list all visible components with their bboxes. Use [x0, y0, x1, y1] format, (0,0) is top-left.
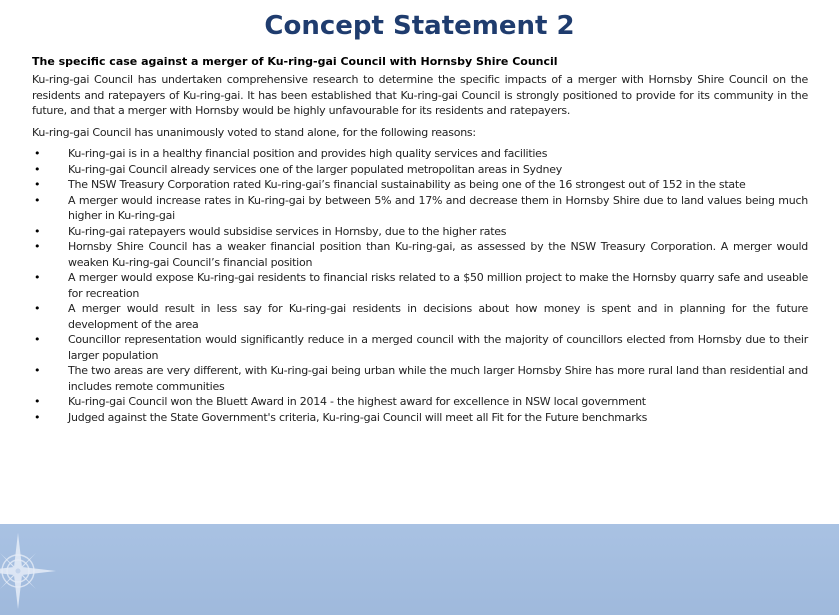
list-item-text: Hornsby Shire Council has a weaker financial position than Ku-ring-gai, as assessed by the NSW Treasury Corporation. A merger would weaken Ku-ring-gai Council’s financial position [68, 240, 808, 269]
list-item [32, 239, 808, 270]
bullet-icon: • [34, 240, 41, 253]
page-title: Concept Statement 2 [264, 11, 575, 41]
list-item-text: Ku-ring-gai is in a healthy financial position and provides high quality services and facilities [68, 147, 548, 160]
document-body [32, 72, 808, 425]
reasons-list [32, 146, 808, 425]
list-item-text: Judged against the State Government's criteria, Ku-ring-gai Council will meet all Fit for the Future benchmarks [68, 410, 648, 424]
list-item-text: Ku-ring-gai Council won the Bluett Award in 2014 - the highest award for excellence in NSW local government [68, 395, 646, 408]
list-item [32, 177, 808, 193]
bullet-icon: • [34, 333, 41, 346]
list-item [32, 270, 808, 301]
section-heading: The specific case against a merger of Ku-ring-gai Council with Hornsby Shire Council [32, 55, 558, 68]
lead-in-paragraph: Ku-ring-gai Council has unanimously voted to stand alone, for the following reasons: [32, 125, 476, 139]
list-item [32, 410, 808, 426]
list-item [32, 301, 808, 332]
footer-band [0, 524, 839, 615]
list-item [32, 394, 808, 410]
bullet-icon: • [34, 224, 41, 238]
list-item-text: Ku-ring-gai ratepayers would subsidise services in Hornsby, due to the higher rates [68, 224, 507, 238]
list-item [32, 193, 808, 224]
bullet-icon: • [34, 302, 41, 315]
list-item-text: The NSW Treasury Corporation rated Ku-ring-gai’s financial sustainability as being one of the 16 strongest out of 152 in the state [68, 178, 746, 191]
list-item [32, 146, 808, 162]
list-item-text: A merger would expose Ku-ring-gai residents to financial risks related to a $50 million project to make the Hornsby quarry safe and useable for recreation [68, 271, 808, 300]
bullet-icon: • [34, 193, 41, 207]
bullet-icon: • [34, 395, 41, 408]
bullet-icon: • [34, 178, 41, 191]
intro-paragraph: Ku-ring-gai Council has undertaken comprehensive research to determine the specific impacts of a merger with Hornsby Shire Council on the residents and ratepayers of Ku-ring-gai. It has been established that Ku-ring-gai Council is strongly positioned to provide for its community in the future, and that a merger with Hornsby would be highly unfavourable for its residents and ratepayers. [32, 73, 808, 117]
list-item [32, 332, 808, 363]
bullet-icon: • [34, 271, 41, 284]
list-item [32, 224, 808, 240]
bullet-icon: • [34, 162, 41, 176]
list-item-text: Councillor representation would significantly reduce in a merged council with the majority of councillors elected from Hornsby due to their larger population [68, 333, 808, 362]
compass-rose-icon [0, 525, 62, 615]
list-item-text: Ku-ring-gai Council already services one of the larger populated metropolitan areas in Sydney [68, 162, 563, 176]
list-item [32, 363, 808, 394]
bullet-icon: • [34, 147, 41, 160]
list-item [32, 162, 808, 178]
bullet-icon: • [34, 364, 41, 377]
list-item-text: A merger would increase rates in Ku-ring-gai by between 5% and 17% and decrease them in Hornsby Shire due to land values being much higher in Ku-ring-gai [68, 193, 808, 222]
list-item-text: A merger would result in less say for Ku-ring-gai residents in decisions about how money is spent and in planning for the future development of the area [68, 302, 808, 331]
bullet-icon: • [34, 410, 41, 424]
list-item-text: The two areas are very different, with Ku-ring-gai being urban while the much larger Hornsby Shire has more rural land than residential and includes remote communities [68, 364, 808, 393]
